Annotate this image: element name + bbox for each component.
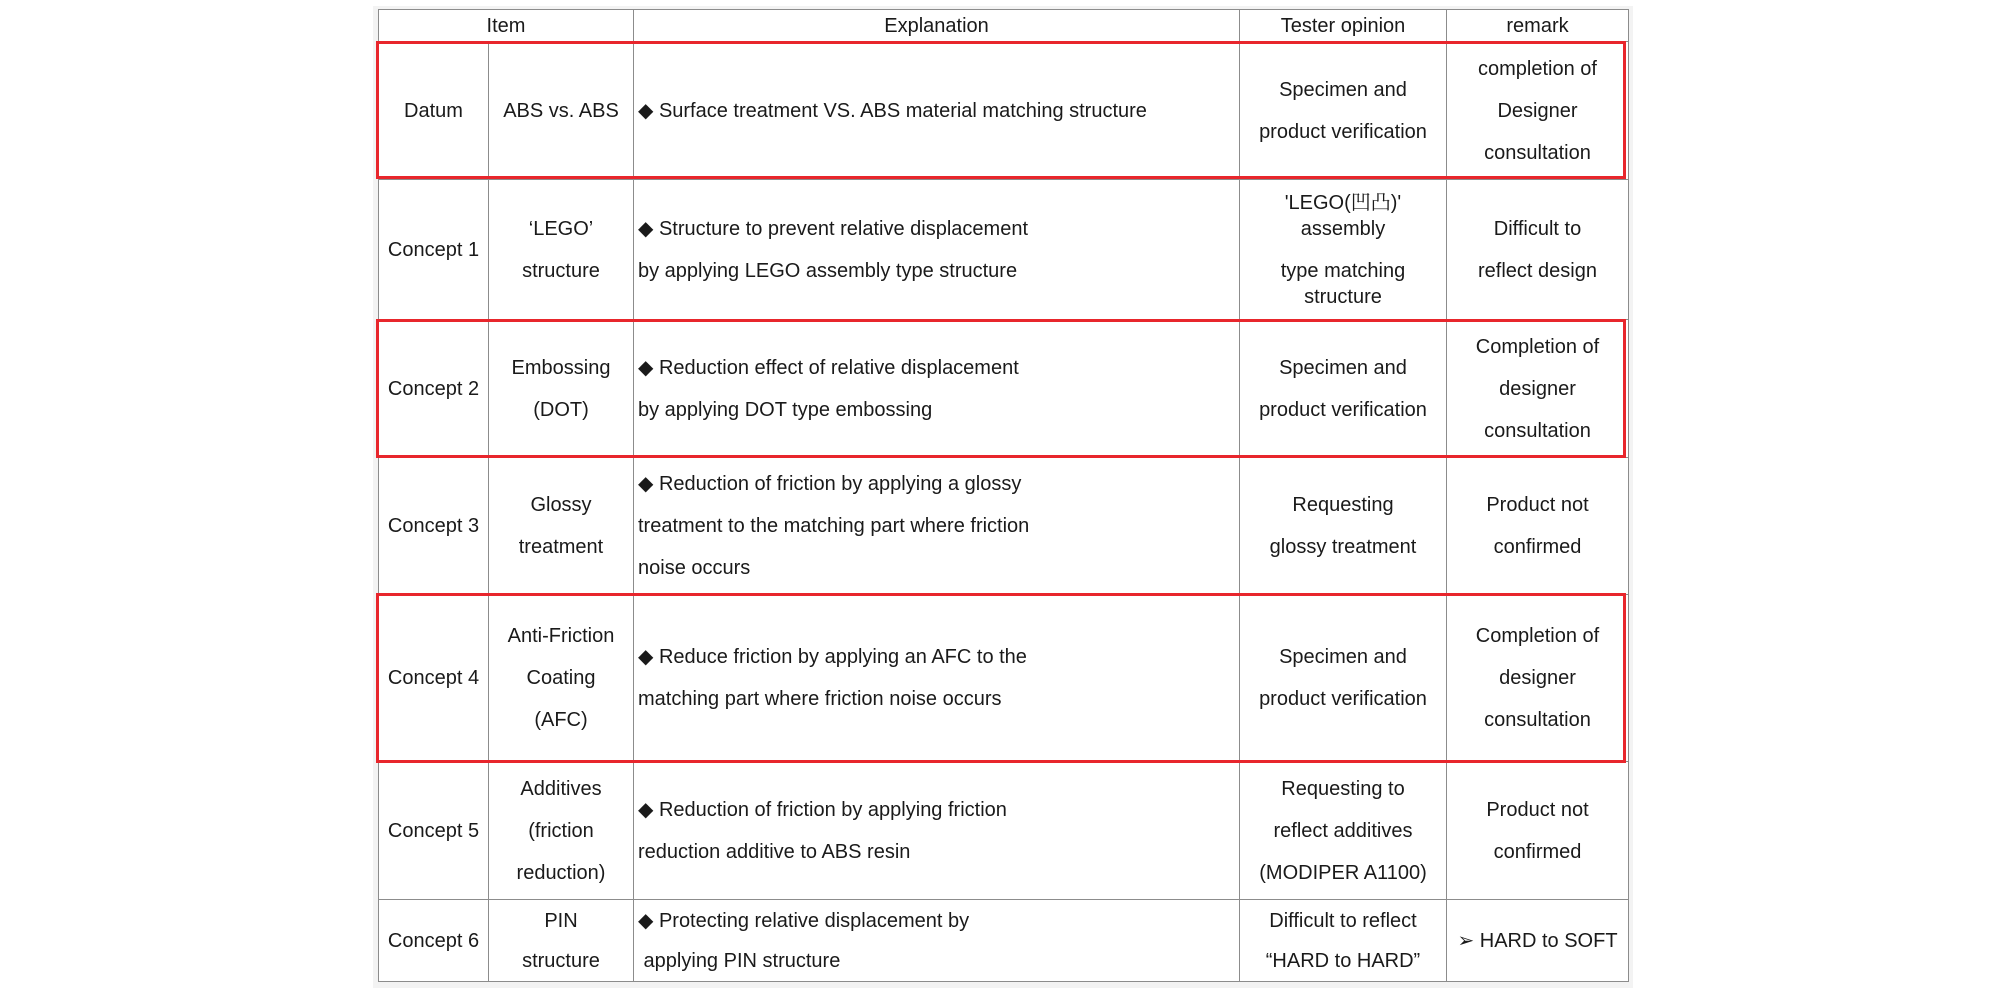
table-row [379, 458, 1629, 595]
opinion-line: Specimen and [1279, 646, 1407, 668]
remark-line: confirmed [1493, 840, 1582, 863]
explanation-line: by applying DOT type embossing [638, 398, 933, 421]
opinion-cell [1240, 595, 1447, 762]
table-row [379, 180, 1629, 320]
explanation-cell [634, 595, 1240, 762]
explanation-line: applying PIN structure [638, 949, 841, 972]
explanation-cell [634, 42, 1240, 180]
opinion-line: Difficult to reflect [1269, 909, 1417, 932]
opinion-line: Specimen and [1279, 356, 1407, 379]
opinion-line: product verification [1259, 398, 1427, 421]
item-line: (DOT) [533, 398, 589, 421]
opinion-line: 'LEGO(凹凸)' [1284, 191, 1402, 214]
remark-line: Difficult to [1493, 217, 1582, 240]
opinion-line: type matching [1280, 259, 1406, 282]
table-row [379, 42, 1629, 180]
explanation-line: ◆ Structure to prevent relative displacement [638, 217, 1029, 240]
explanation-cell [634, 900, 1240, 982]
concept-label: Datum [379, 42, 489, 180]
header-tester-opinion: Tester opinion [1240, 10, 1447, 42]
item-cell [489, 595, 634, 762]
concept-label: Concept 5 [379, 762, 489, 900]
table-row [379, 762, 1629, 900]
remark-line: Product not [1486, 798, 1589, 821]
item-line: Embossing [511, 356, 611, 379]
explanation-line: ◆ Reduction of friction by applying a glossy [638, 473, 1022, 495]
opinion-cell [1240, 762, 1447, 900]
remark-cell [1447, 900, 1629, 982]
item-line: Anti-Friction [507, 625, 615, 647]
opinion-cell [1240, 320, 1447, 458]
remark-line: Product not [1486, 494, 1589, 516]
explanation-line: matching part where friction noise occurs [638, 688, 1002, 710]
opinion-line: Requesting [1292, 494, 1394, 516]
explanation-line: noise occurs [638, 557, 751, 579]
remark-cell [1447, 320, 1629, 458]
remark-cell [1447, 42, 1629, 180]
concept-label: Concept 4 [379, 595, 489, 762]
table-row [379, 320, 1629, 458]
concept-label: Concept 3 [379, 458, 489, 595]
opinion-cell [1240, 900, 1447, 982]
explanation-line: ◆ Reduction effect of relative displacement [638, 356, 1019, 379]
explanation-line: treatment to the matching part where friction [638, 515, 1030, 537]
table-row [379, 900, 1629, 982]
remark-cell [1447, 458, 1629, 595]
item-line: ‘LEGO’ [528, 217, 594, 240]
remark-line: completion of [1478, 57, 1597, 80]
remark-cell [1447, 762, 1629, 900]
remark-line: designer [1499, 667, 1576, 689]
opinion-line: product verification [1259, 688, 1427, 710]
opinion-cell [1240, 180, 1447, 320]
concept-comparison-table [378, 9, 1629, 982]
item-line: structure [522, 259, 600, 282]
item-line: structure [522, 949, 600, 972]
item-line: Coating [526, 667, 596, 689]
remark-line: consultation [1484, 709, 1591, 731]
opinion-line: Specimen and [1279, 78, 1407, 101]
explanation-line: ◆ Protecting relative displacement by [638, 909, 970, 932]
remark-line: designer [1499, 377, 1576, 400]
opinion-cell [1240, 42, 1447, 180]
remark-line: Completion of [1475, 625, 1600, 647]
item-line: treatment [518, 536, 604, 558]
item-line: (friction [528, 819, 594, 842]
header-explanation: Explanation [634, 10, 1240, 42]
explanation-line: by applying LEGO assembly type structure [638, 259, 1018, 282]
explanation-line: ◆ Surface treatment VS. ABS material matching structure [638, 99, 1147, 122]
item-cell [489, 42, 634, 180]
item-line: (AFC) [534, 709, 588, 731]
opinion-line: product verification [1259, 120, 1427, 143]
opinion-line: Requesting to [1281, 777, 1405, 800]
remark-cell [1447, 595, 1629, 762]
explanation-cell [634, 180, 1240, 320]
remark-line: Designer [1497, 99, 1578, 122]
opinion-line: (MODIPER A1100) [1259, 861, 1427, 884]
opinion-line: “HARD to HARD” [1265, 949, 1421, 972]
explanation-line: ◆ Reduction of friction by applying friction [638, 798, 1007, 821]
remark-line: ➢ HARD to SOFT [1457, 929, 1618, 952]
explanation-cell [634, 458, 1240, 595]
header-item: Item [379, 10, 634, 42]
header-remark: remark [1447, 10, 1629, 42]
opinion-cell [1240, 458, 1447, 595]
item-cell [489, 180, 634, 320]
item-line: reduction) [516, 861, 606, 884]
item-cell [489, 762, 634, 900]
opinion-line: assembly [1300, 217, 1386, 240]
remark-cell [1447, 180, 1629, 320]
remark-line: Completion of [1475, 335, 1600, 358]
explanation-cell [634, 320, 1240, 458]
remark-line: confirmed [1493, 536, 1582, 558]
explanation-line: reduction additive to ABS resin [638, 840, 911, 863]
concept-label: Concept 1 [379, 180, 489, 320]
item-cell [489, 458, 634, 595]
item-line: Glossy [530, 494, 592, 516]
opinion-line: structure [1304, 285, 1382, 308]
item-cell [489, 320, 634, 458]
concept-label: Concept 6 [379, 900, 489, 982]
concept-label: Concept 2 [379, 320, 489, 458]
remark-line: consultation [1484, 141, 1591, 164]
explanation-cell [634, 762, 1240, 900]
item-line: PIN [544, 909, 578, 932]
remark-line: reflect design [1478, 259, 1597, 282]
item-line: Additives [520, 777, 602, 800]
explanation-line: ◆ Reduce friction by applying an AFC to the [638, 646, 1027, 668]
opinion-line: glossy treatment [1269, 536, 1417, 558]
table-row [379, 595, 1629, 762]
item-line: ABS vs. ABS [503, 99, 619, 122]
remark-line: consultation [1484, 419, 1591, 442]
opinion-line: reflect additives [1273, 819, 1413, 842]
item-cell [489, 900, 634, 982]
header-row [379, 10, 1629, 42]
